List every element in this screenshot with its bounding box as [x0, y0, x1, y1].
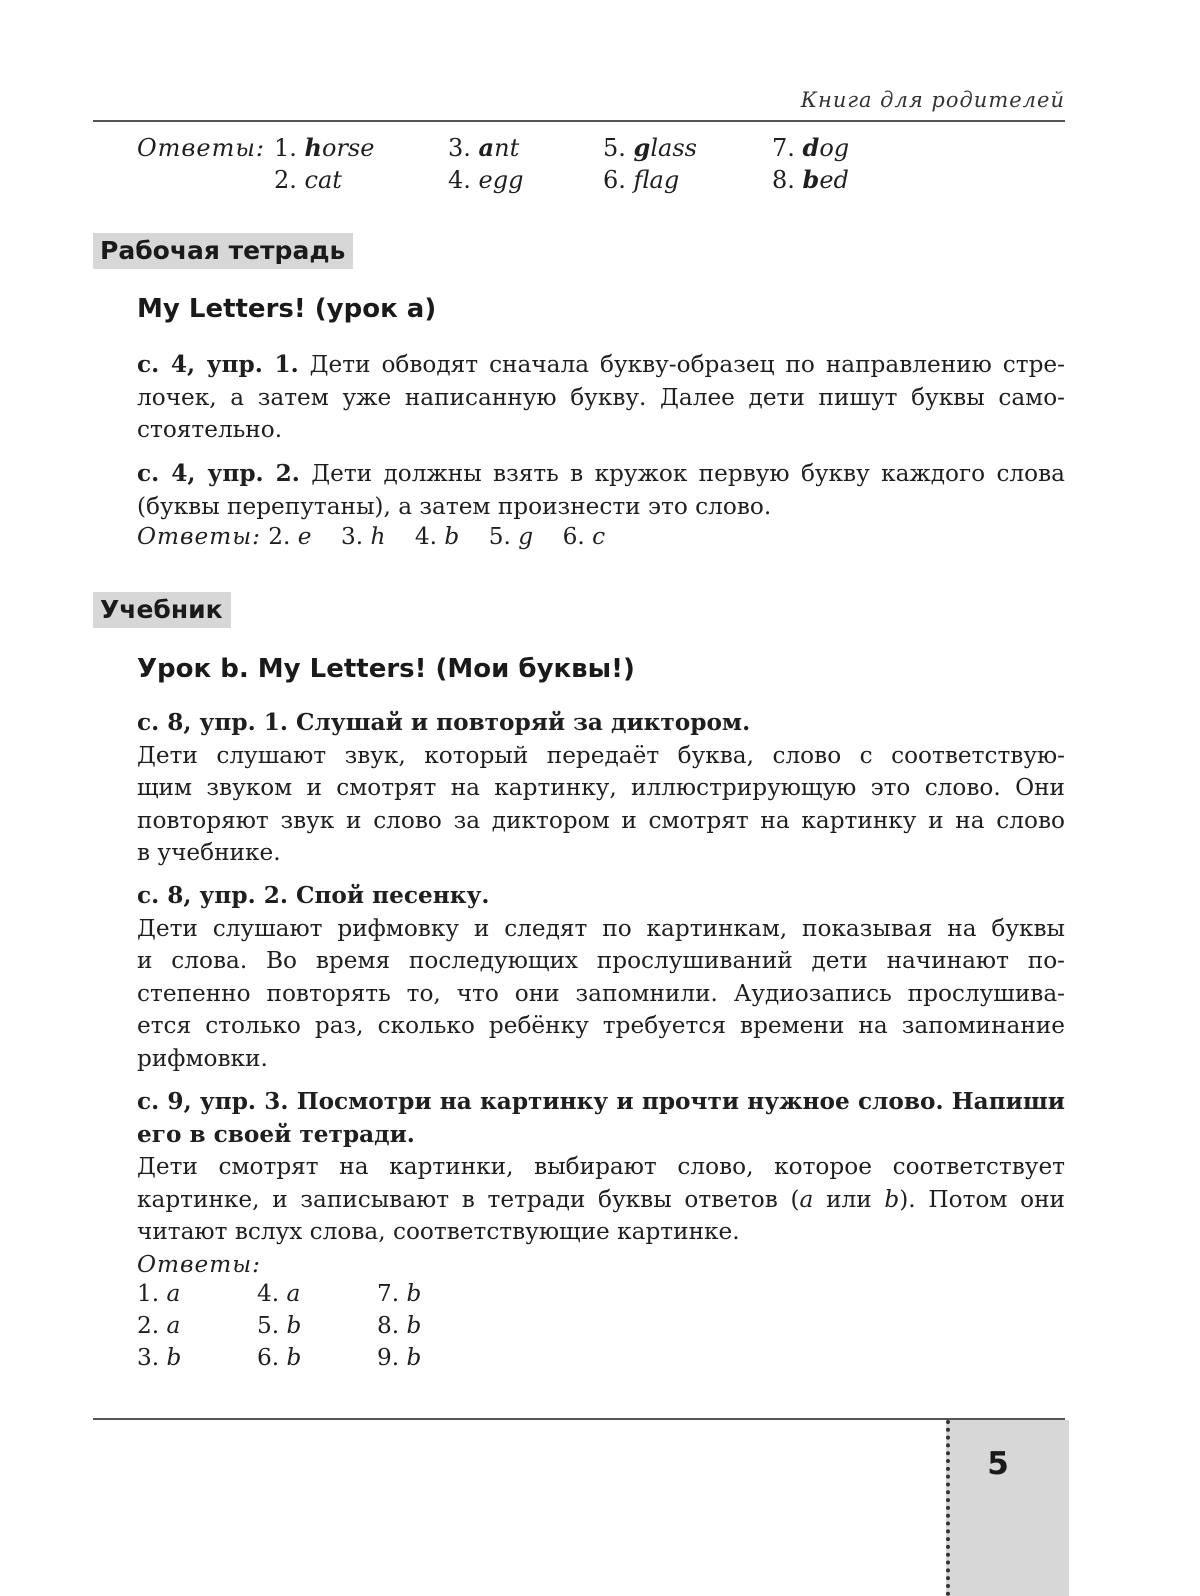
exercise-heading: с. 8, упр. 2. Спой песенку.	[137, 882, 490, 909]
exercise-heading: с. 8, упр. 1. Слушай и повторяй за диктором.	[137, 709, 751, 736]
answer-item: 5. glass	[603, 133, 697, 162]
answer-cell: 7. b	[377, 1280, 422, 1307]
answer-item: 7. dog	[772, 133, 850, 162]
answer-cell: 4. a	[257, 1280, 301, 1307]
answer-cell: 2. a	[137, 1312, 181, 1339]
exercise-heading: с. 9, упр. 3. Посмотри на картинку и прочти нужное слово. Напиши	[137, 1088, 1065, 1115]
workbook-exercise-2: с. 4, упр. 2. Дети должны взять в кружок первую букву каждого слова (буквы перепутаны), а затем произнести это слово.	[137, 460, 1065, 520]
answer-cell: 9. b	[377, 1344, 422, 1371]
running-header: Книга для родителей	[800, 88, 1065, 112]
page-number: 5	[987, 1446, 1009, 1482]
answer-item: 8. bed	[772, 165, 849, 194]
section-tag-textbook: Учебник	[93, 592, 231, 628]
answer-cell: 5. b	[257, 1312, 302, 1339]
answer-cell: 6. b	[257, 1344, 302, 1371]
section-tag-workbook: Рабочая тетрадь	[93, 233, 353, 269]
answer-item: 1. horse	[274, 133, 375, 162]
header-divider	[93, 120, 1065, 122]
exercise-ref: с. 4, упр. 2.	[137, 460, 300, 487]
answer-cell: 1. a	[137, 1280, 181, 1307]
answer-cell: 8. b	[377, 1312, 422, 1339]
answer-cell: 3. b	[137, 1344, 182, 1371]
footer-divider	[93, 1418, 1065, 1420]
exercise-ref: с. 4, упр. 1.	[137, 351, 299, 378]
answers-label: Ответы:	[137, 134, 265, 162]
workbook-exercise-1: с. 4, упр. 1. Дети обводят сначала букву-образец по направлению стре- лочек, а затем уже написанную букву. Далее дети пишут буквы само- стоятельно.	[137, 351, 1065, 443]
lesson-title-workbook: My Letters! (урок a)	[137, 294, 437, 324]
workbook-exercise-2-answers: Ответы: 2. e 3. h 4. b 5. g 6. c	[137, 523, 606, 550]
textbook-exercise-2: с. 8, упр. 2. Спой песенку. Дети слушают рифмовку и следят по картинкам, показывая на буквы и слова. Во время последующих прослушиваний дети начинают по- степенно повторять то, что они запомнили. Аудиозапись прослушива- ется столько раз, сколько ребёнку требуется времени на запоминание рифмовки.	[137, 882, 1065, 1072]
page-number-tab	[946, 1420, 1069, 1596]
answer-item: 2. cat	[274, 166, 342, 194]
answer-item: 3. ant	[448, 133, 520, 162]
answers-label: Ответы:	[137, 1250, 261, 1278]
exercise-heading: его в своей тетради.	[137, 1120, 415, 1148]
textbook-exercise-3: с. 9, упр. 3. Посмотри на картинку и прочти нужное слово. Напиши его в своей тетради. Дети смотрят на картинки, выбирают слово, которое соответствует картинке, и записывают в тетради буквы ответов (a или b). Потом они читают вслух слова, соответствующие картинке. Ответы:	[137, 1086, 1065, 1281]
lesson-title-textbook: Урок b. My Letters! (Мои буквы!)	[137, 654, 635, 684]
answer-item: 6. flag	[603, 166, 680, 194]
answer-item: 4. egg	[448, 166, 524, 194]
textbook-exercise-1: с. 8, упр. 1. Слушай и повторяй за диктором. Дети слушают звук, который передаёт буква, слово с соответствую- щим звуком и смотрят на картинку, иллюстрирующую это слово. Они повторяют звук и слово за диктором и смотрят на картинку и на слово в учебнике.	[137, 709, 1065, 866]
